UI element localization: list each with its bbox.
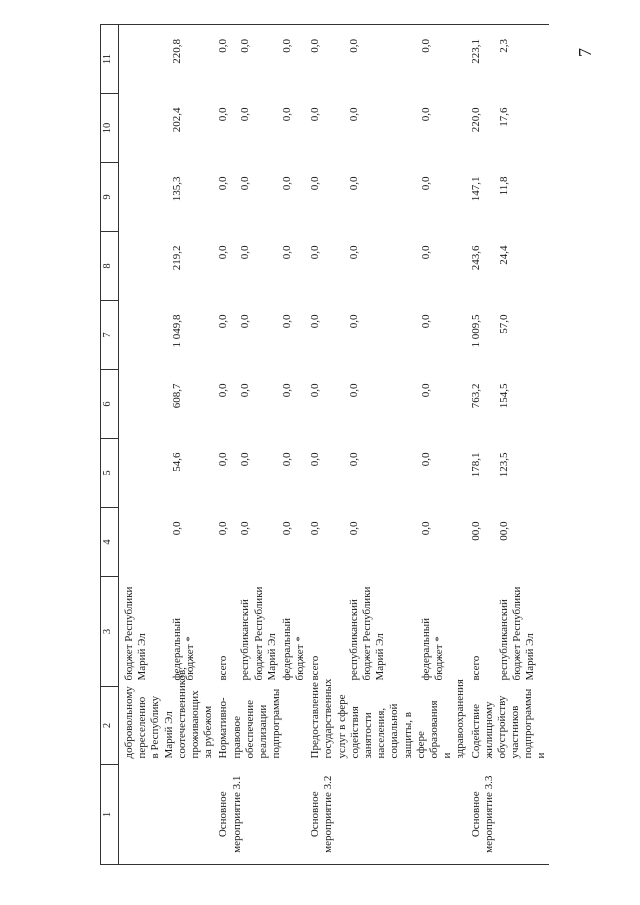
table-row bbox=[468, 25, 496, 865]
value-cell: 0,0 bbox=[239, 521, 252, 536]
value-cell: 178,1 bbox=[469, 452, 482, 478]
value-cell: 0,0 bbox=[217, 245, 230, 260]
column-number: 3 bbox=[101, 577, 119, 687]
column-number-row bbox=[101, 25, 119, 865]
funding-source-cell: республиканский бюджет Республики Марий Эл bbox=[497, 586, 536, 681]
table-row bbox=[119, 25, 168, 865]
value-cell: 0,0 bbox=[239, 107, 252, 122]
value-cell bbox=[119, 439, 168, 508]
funding-source-cell: федеральный бюджет * bbox=[171, 618, 197, 681]
value-cell: 123,5 bbox=[497, 452, 510, 478]
value-cell: 0,0 bbox=[239, 176, 252, 191]
value-cell: 0,0 bbox=[279, 25, 307, 94]
value-cell: 0,0 bbox=[420, 521, 433, 536]
column-number: 2 bbox=[101, 687, 119, 765]
value-cell: 223,1 bbox=[468, 25, 496, 94]
value-cell: 1 049,8 bbox=[171, 314, 184, 348]
value-cell: 0,0 bbox=[217, 176, 230, 191]
value-cell: 0,0 bbox=[280, 245, 293, 260]
value-cell: 0,0 bbox=[420, 452, 433, 467]
value-cell: 24,4 bbox=[497, 245, 510, 265]
value-cell: 0,0 bbox=[280, 521, 293, 536]
value-cell: 0,0 bbox=[309, 383, 322, 398]
value-cell: 135,3 bbox=[171, 176, 184, 202]
funding-source-cell: бюджет Республики Марий Эл bbox=[123, 586, 149, 681]
value-cell: 0,0 bbox=[217, 314, 230, 329]
value-cell: 17,6 bbox=[497, 107, 510, 127]
column-number: 1 bbox=[101, 765, 119, 865]
activity-name-cell: Основное мероприятие 3.1 bbox=[215, 765, 307, 865]
value-cell: 243,6 bbox=[469, 245, 482, 271]
column-number: 6 bbox=[101, 370, 119, 439]
value-cell: 0,0 bbox=[239, 452, 252, 467]
value-cell: 00,0 bbox=[497, 521, 510, 541]
funding-source-cell: всего bbox=[469, 655, 482, 681]
funding-source-cell: федеральный бюджет * bbox=[420, 618, 446, 681]
value-cell: 147,1 bbox=[469, 176, 482, 202]
table-row bbox=[215, 25, 237, 865]
value-cell: 54,6 bbox=[171, 452, 184, 472]
value-cell: 0,0 bbox=[420, 245, 433, 260]
activity-description-cell: добровольному переселению в Республику Марий Эл соотечественников, проживающих за рубежом bbox=[123, 667, 215, 759]
table-row bbox=[307, 25, 345, 865]
value-cell bbox=[119, 163, 168, 232]
column-number: 9 bbox=[101, 163, 119, 232]
value-cell: 2,3 bbox=[496, 25, 549, 94]
value-cell: 0,0 bbox=[309, 452, 322, 467]
activity-name-cell bbox=[119, 765, 216, 865]
value-cell: 220,0 bbox=[469, 107, 482, 133]
value-cell: 0,0 bbox=[280, 452, 293, 467]
rotated-table-wrapper bbox=[100, 30, 548, 865]
column-number: 11 bbox=[101, 25, 119, 94]
value-cell: 0,0 bbox=[239, 245, 252, 260]
funding-source-cell: республиканский бюджет Республики Марий Эл bbox=[239, 586, 278, 681]
value-cell: 0,0 bbox=[346, 25, 418, 94]
value-cell: 0,0 bbox=[217, 107, 230, 122]
value-cell bbox=[119, 232, 168, 301]
value-cell: 00,0 bbox=[469, 521, 482, 541]
value-cell: 0,0 bbox=[347, 521, 360, 536]
value-cell: 0,0 bbox=[420, 383, 433, 398]
value-cell: 11,8 bbox=[497, 176, 510, 196]
value-cell: 0,0 bbox=[280, 383, 293, 398]
value-cell: 0,0 bbox=[307, 25, 345, 94]
value-cell: 0,0 bbox=[217, 452, 230, 467]
value-cell bbox=[119, 301, 168, 370]
value-cell: 0,0 bbox=[347, 245, 360, 260]
activity-description-cell: Нормативно-правовое обеспечение реализации подпрограммы bbox=[217, 688, 283, 759]
value-cell: 202,4 bbox=[171, 107, 184, 133]
value-cell: 608,7 bbox=[171, 383, 184, 409]
value-cell: 0,0 bbox=[347, 314, 360, 329]
value-cell: 0,0 bbox=[239, 383, 252, 398]
value-cell: 220,8 bbox=[167, 25, 215, 94]
value-cell bbox=[119, 25, 168, 94]
funding-source-cell: республиканский бюджет Республики Марий Эл bbox=[347, 586, 386, 681]
column-number: 5 bbox=[101, 439, 119, 508]
value-cell: 0,0 bbox=[420, 314, 433, 329]
value-cell: 0,0 bbox=[420, 107, 433, 122]
value-cell: 0,0 bbox=[347, 383, 360, 398]
activity-name-cell: Основное мероприятие 3.3 bbox=[468, 765, 549, 865]
activity-name-cell: Основное мероприятие 3.2 bbox=[307, 765, 467, 865]
value-cell: 0,0 bbox=[309, 314, 322, 329]
page-number: 7 bbox=[575, 48, 595, 57]
value-cell: 0,0 bbox=[280, 176, 293, 191]
value-cell: 219,2 bbox=[171, 245, 184, 271]
value-cell: 154,5 bbox=[497, 383, 510, 409]
column-number: 7 bbox=[101, 301, 119, 370]
value-cell: 0,0 bbox=[215, 25, 237, 94]
value-cell: 763,2 bbox=[469, 383, 482, 409]
value-cell: 0,0 bbox=[239, 314, 252, 329]
column-number: 4 bbox=[101, 508, 119, 577]
value-cell: 0,0 bbox=[309, 176, 322, 191]
column-number: 8 bbox=[101, 232, 119, 301]
value-cell bbox=[119, 94, 168, 163]
value-cell: 0,0 bbox=[347, 107, 360, 122]
funding-source-cell: федеральный бюджет * bbox=[280, 618, 307, 681]
value-cell bbox=[119, 508, 168, 577]
value-cell: 0,0 bbox=[420, 176, 433, 191]
funding-source-cell: всего bbox=[309, 655, 322, 681]
value-cell: 0,0 bbox=[171, 521, 184, 536]
value-cell bbox=[119, 370, 168, 439]
value-cell: 0,0 bbox=[347, 452, 360, 467]
value-cell: 0,0 bbox=[418, 25, 467, 94]
value-cell: 0,0 bbox=[280, 107, 293, 122]
activity-description-cell: Содействие жилищному обустройству участников подпрограммы и bbox=[469, 688, 548, 759]
value-cell: 0,0 bbox=[217, 383, 230, 398]
budget-table bbox=[100, 24, 549, 865]
value-cell: 0,0 bbox=[347, 176, 360, 191]
activity-description-cell: Предоставление государственных услуг в сфере содействия занятости населения, социальной защиты, в сфере образования и здравоохранения bbox=[309, 678, 467, 759]
column-number: 10 bbox=[101, 94, 119, 163]
value-cell: 0,0 bbox=[309, 245, 322, 260]
value-cell: 0,0 bbox=[280, 314, 293, 329]
value-cell: 0,0 bbox=[309, 521, 322, 536]
value-cell: 0,0 bbox=[309, 107, 322, 122]
value-cell: 0,0 bbox=[237, 25, 279, 94]
value-cell: 0,0 bbox=[217, 521, 230, 536]
value-cell: 57,0 bbox=[497, 314, 510, 334]
funding-source-cell: всего bbox=[217, 655, 230, 681]
value-cell: 1 009,5 bbox=[469, 314, 482, 348]
